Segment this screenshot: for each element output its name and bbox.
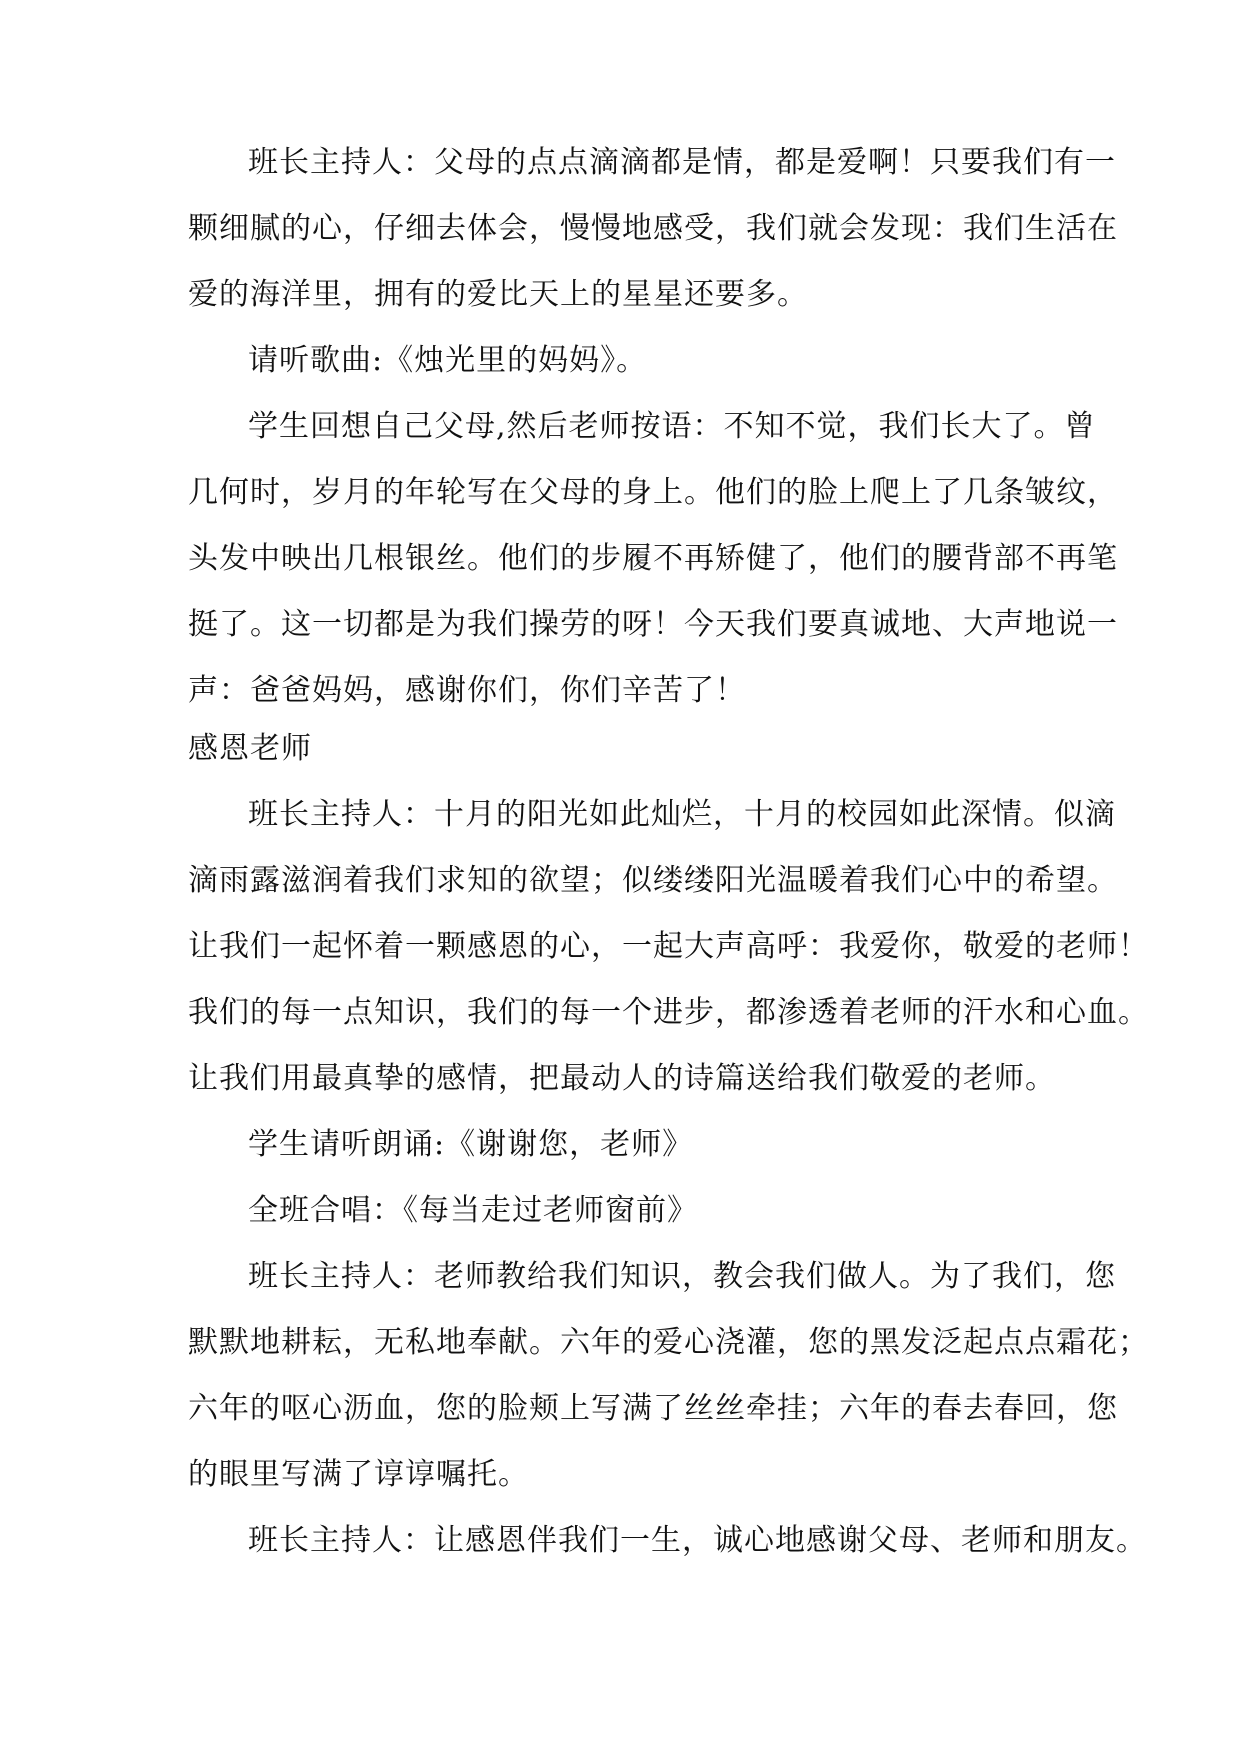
text-line: 让我们用最真挚的感情，把最动人的诗篇送给我们敬爱的老师。 (188, 1061, 1056, 1096)
text-line: 班长主持人：让感恩伴我们一生，诚心地感谢父母、老师和朋友。 (248, 1523, 1147, 1558)
text-line: 学生回想自己父母,然后老师按语：不知不觉，我们长大了。曾 (248, 409, 1096, 444)
text-line: 的眼里写满了谆谆嘱托。 (188, 1457, 529, 1492)
section-heading (188, 724, 1078, 774)
text-line: 全班合唱：《每当走过老师窗前》 (248, 1193, 698, 1228)
paragraph-students-reflect (188, 394, 1118, 724)
text-line: 班长主持人：父母的点点滴滴都是情，都是爱啊！只要我们有一 (248, 145, 1116, 180)
text-line: 学生请听朗诵:《谢谢您，老师》 (248, 1127, 694, 1162)
document-body (188, 130, 1149, 1574)
paragraph-parents-host (188, 130, 1118, 328)
text-line: 六年的呕心沥血，您的脸颊上写满了丝丝牵挂；六年的春去春回，您 (188, 1391, 1118, 1426)
paragraph-teachers-devotion (188, 1244, 1149, 1508)
text-line: 请听歌曲:《烛光里的妈妈》。 (248, 343, 648, 378)
paragraph-chorus (188, 1178, 1078, 1244)
text-line: 几何时，岁月的年轮写在父母的身上。他们的脸上爬上了几条皱纹， (188, 475, 1118, 510)
text-line: 我们的每一点知识，我们的每一个进步，都渗透着老师的汗水和心血。 (188, 995, 1149, 1030)
paragraph-closing (188, 1508, 1147, 1574)
text-line: 挺了。这一切都是为我们操劳的呀！今天我们要真诚地、大声地说一 (188, 607, 1118, 642)
text-line: 默默地耕耘，无私地奉献。六年的爱心浇灌，您的黑发泛起点点霜花； (188, 1325, 1149, 1360)
text-line: 班长主持人：十月的阳光如此灿烂，十月的校园如此深情。似滴 (248, 797, 1116, 832)
text-line: 让我们一起怀着一颗感恩的心，一起大声高呼：我爱你，敬爱的老师！ (188, 929, 1149, 964)
paragraph-recital (188, 1112, 1078, 1178)
text-line: 爱的海洋里，拥有的爱比天上的星星还要多。 (188, 277, 808, 312)
text-line: 颗细腻的心，仔细去体会，慢慢地感受，我们就会发现：我们生活在 (188, 211, 1118, 246)
text-line: 头发中映出几根银丝。他们的步履不再矫健了，他们的腰背部不再笔 (188, 541, 1118, 576)
paragraph-teachers-host (188, 782, 1149, 1112)
paragraph-song (188, 328, 1078, 394)
text-line: 滴雨露滋润着我们求知的欲望；似缕缕阳光温暖着我们心中的希望。 (188, 863, 1118, 898)
text-line: 班长主持人：老师教给我们知识，教会我们做人。为了我们，您 (248, 1259, 1116, 1294)
heading-text: 感恩老师 (188, 731, 312, 766)
text-line: 声：爸爸妈妈，感谢你们，你们辛苦了！ (188, 673, 746, 708)
